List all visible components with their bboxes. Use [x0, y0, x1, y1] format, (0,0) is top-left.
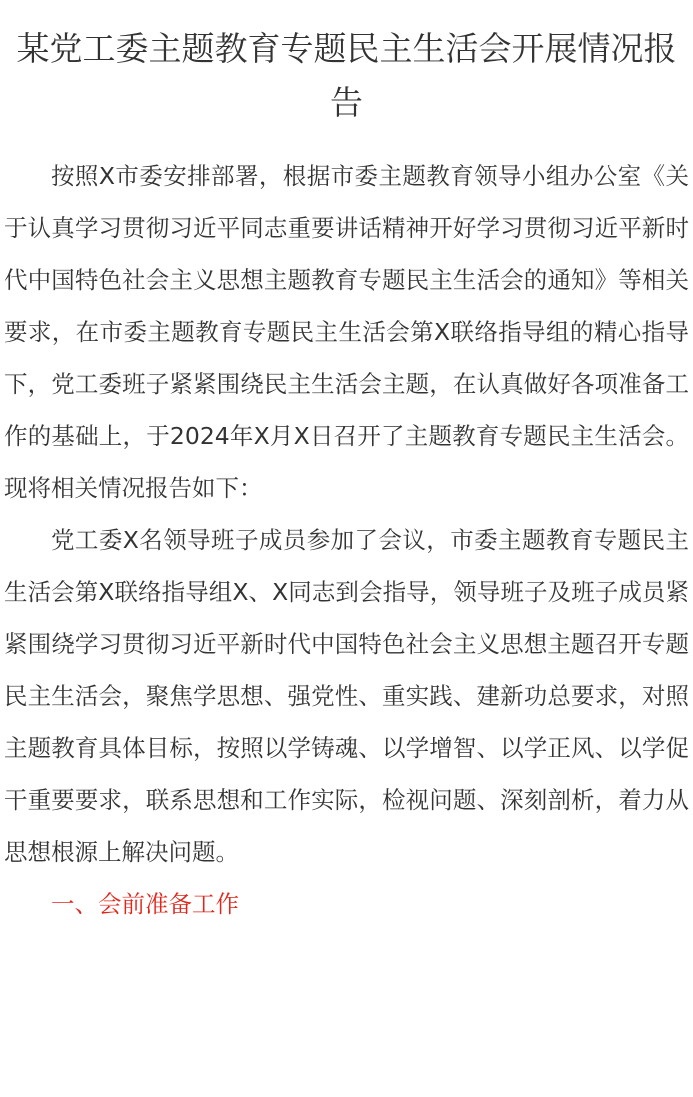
- body-paragraph-meeting: 党工委X名领导班子成员参加了会议，市委主题教育专题民主生活会第X联络指导组X、X同志到会指导，领导班子及班子成员紧紧围绕学习贯彻习近平新时代中国特色社会主义思想主题召开专题民主生活会，聚焦学思想、强党性、重实践、建新功总要求，对照主题教育具体目标，按照以学铸魂、以学增智、以学正风、以学促干重要要求，联系思想和工作实际，检视问题、深刻剖析，着力从思想根源上解决问题。: [4, 526, 689, 866]
- body-paragraph-intro: 按照X市委安排部署，根据市委主题教育领导小组办公室《关于认真学习贯彻习近平同志重要讲话精神开好学习贯彻习近平新时代中国特色社会主义思想主题教育专题民主生活会的通知》等相关要求，在市委主题教育专题民主生活会第X联络指导组的精心指导下，党工委班子紧紧围绕民主生活会主题，在认真做好各项准备工作的基础上，于2024年X月X日召开了主题教育专题民主生活会。现将相关情况报告如下：: [4, 162, 689, 502]
- document-title: 某党工委主题教育专题民主生活会开展情况报告: [16, 29, 677, 122]
- section-heading: 一、会前准备工作: [51, 890, 239, 918]
